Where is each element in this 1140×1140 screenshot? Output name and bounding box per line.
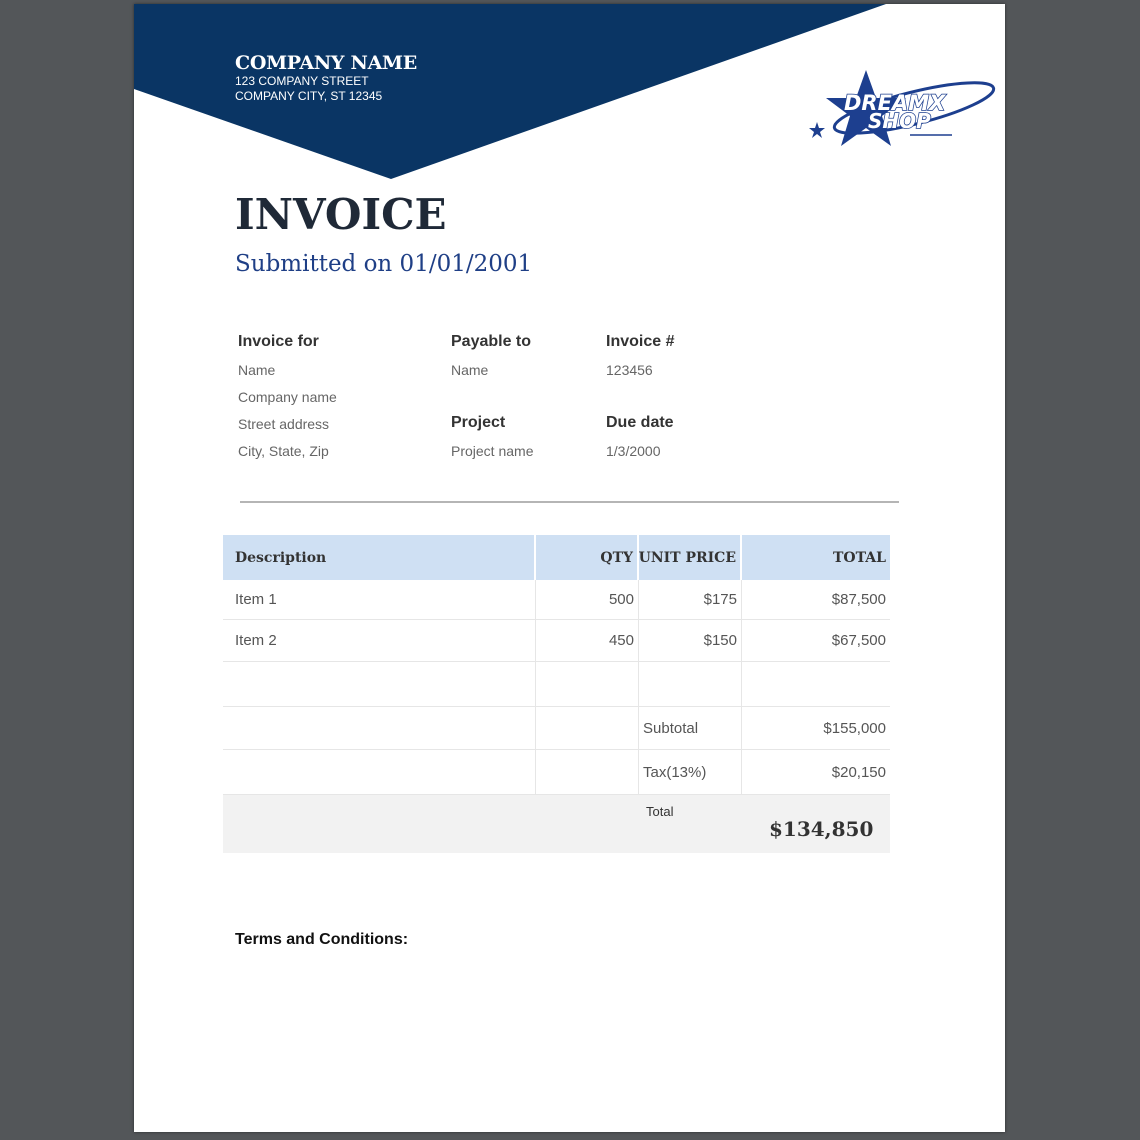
table-row <box>223 620 890 662</box>
subtotal-row <box>223 707 890 750</box>
invoice-for-name: Name <box>238 362 276 378</box>
project-name: Project name <box>451 443 534 459</box>
invoice-number-value: 123456 <box>606 362 653 378</box>
company-info <box>235 52 417 104</box>
item-unit-price: $150 <box>639 620 742 662</box>
invoice-for-company: Company name <box>238 389 337 405</box>
invoice-page <box>134 4 1005 1132</box>
header-total: TOTAL <box>833 549 886 566</box>
tax-label: Tax(13%) <box>639 750 742 795</box>
table-header <box>223 535 890 580</box>
divider <box>240 501 899 503</box>
logo-text-line1: DREAMX <box>844 91 946 115</box>
dreamx-shop-logo <box>804 64 999 159</box>
total-label: Total <box>646 804 674 819</box>
item-total: $67,500 <box>742 620 890 662</box>
header-qty: QTY <box>536 535 639 580</box>
total-row <box>223 795 890 853</box>
company-city: COMPANY CITY, ST 12345 <box>235 89 383 103</box>
tax-value: $20,150 <box>742 750 890 795</box>
item-description: Item 2 <box>223 620 536 662</box>
item-qty: 450 <box>536 620 639 662</box>
due-date-heading: Due date <box>606 414 674 431</box>
logo-text-line2: SHOP <box>868 109 931 133</box>
invoice-number-heading: Invoice # <box>606 333 675 350</box>
payable-to-heading: Payable to <box>451 333 532 350</box>
company-name: COMPANY NAME <box>235 52 417 74</box>
tax-row <box>223 750 890 795</box>
submitted-date: Submitted on 01/01/2001 <box>235 251 533 277</box>
subtotal-value: $155,000 <box>742 707 890 750</box>
header-unit-price: UNIT PRICE <box>639 535 742 580</box>
total-value: $134,850 <box>769 817 874 841</box>
item-qty: 500 <box>536 580 639 620</box>
invoice-for-street: Street address <box>238 416 330 432</box>
invoice-for-heading: Invoice for <box>238 333 319 350</box>
invoice-for-city: City, State, Zip <box>238 443 329 459</box>
payable-to-name: Name <box>451 362 489 378</box>
subtotal-label: Subtotal <box>639 707 742 750</box>
item-description: Item 1 <box>223 580 536 620</box>
due-date-value: 1/3/2000 <box>606 443 661 459</box>
empty-row <box>223 662 890 707</box>
header-description: Description <box>223 535 536 580</box>
invoice-title: INVOICE <box>235 190 447 239</box>
terms-heading: Terms and Conditions: <box>235 931 409 948</box>
project-heading: Project <box>451 414 506 431</box>
company-street: 123 COMPANY STREET <box>235 74 369 88</box>
line-items-table <box>223 535 890 853</box>
item-total: $87,500 <box>742 580 890 620</box>
table-row <box>223 580 890 620</box>
item-unit-price: $175 <box>639 580 742 620</box>
